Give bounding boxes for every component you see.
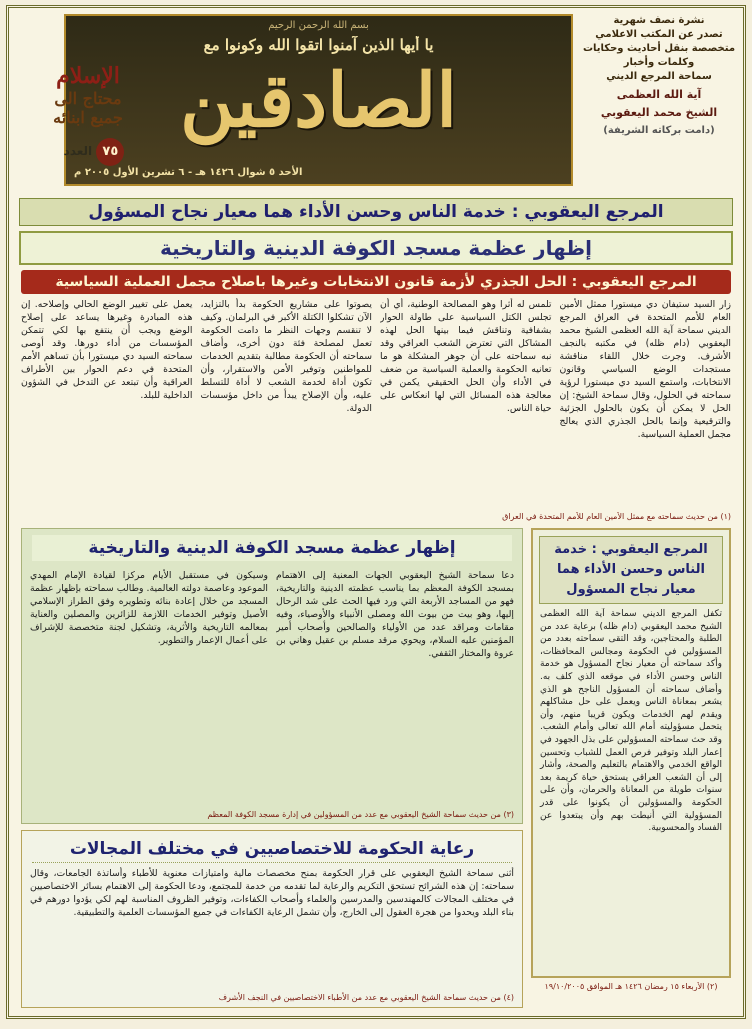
info-tag: (دامت بركاته الشريفة) — [603, 125, 715, 136]
section-3-footnote: (٤) من حديث سماحة الشيخ اليعقوبي مع عدد من الأطباء الاختصاصيين في النجف الأشرف — [218, 993, 514, 1002]
slogan-line-3: جميع ابنائه — [53, 108, 123, 127]
info-line: سماحة المرجع الديني — [606, 71, 712, 82]
section-2-title: إظهار عظمة مسجد الكوفة الدينية والتاريخية — [32, 535, 512, 561]
info-line: متخصصة بنقل أحاديث وحكايات — [582, 43, 736, 54]
issue-number: ٧٥ — [96, 138, 124, 166]
headline-1: المرجع اليعقوبي : خدمة الناس وحسن الأداء هما معيار نجاح المسؤول — [19, 198, 733, 226]
section-1-column: زار السيد ستيفان دي ميستورا ممثل الأمين العام للأمم المتحدة في العراق المرجع الديني سماحة آية الله العظمى الشيخ محمد اليعقوبي (دام ظله) في مكتبه بالنجف الأشرف. وجرت خلال اللقاء مناقشة مستجدات الوضع السياسي وقانون الانتخابات، واستمع السيد دي ميستورا لرؤية سماحته في الحلول، وقال سماحة الشيخ: إن الحل لا يمكن أن يكون بالحلول الجزئية والترقيعية وإنما بالحل الجذري الذي يعالج مجمل العملية السياسية. — [559, 299, 731, 440]
publication-info — [579, 14, 739, 138]
info-line: نشرة نصف شهرية — [613, 15, 705, 26]
quran-verse: يا أيها الذين آمنوا اتقوا الله وكونوا مع — [203, 36, 434, 54]
masthead — [9, 8, 743, 188]
issue-label: العدد — [63, 144, 93, 158]
section-2-body — [30, 569, 514, 799]
section-1-body — [21, 298, 731, 508]
info-line: وكلمات وأخبار — [623, 57, 695, 68]
slogan-line-1: الإسلام — [56, 63, 120, 89]
section-1-column: تلمس له أثرا وهو المصالحة الوطنية، أي أن تجلس الكتل السياسية على طاولة الحوار بشفافية وتناقش فيما بينها الحل لهذه المشاكل التي تعترض الشعب العراقي وقد نبه سماحته على أن جوهر المشكلة هو ما تعانيه الحكومة والعملية السياسية من ضعف في الأداء وأن الحل الحقيقي يكمن في معالجة هذه المسائل التي لها انعكاس على حياة الناس. — [380, 299, 552, 414]
sidebar-title: المرجع اليعقوبي : خدمة الناس وحسن الأداء هما معيار نجاح المسؤول — [539, 536, 723, 604]
section-2-column: وسيكون في مستقبل الأيام مركزا لقيادة الإمام المهدي الموعود وعاصمة دولته العالمية. وطالب سماحته بإظهار عظمة المسجد من خلال إعادة بنائه وتطويره وفق الطراز الإسلامي الأصيل وتوفير الخدمات اللازمة للزائرين والمصلين والعناية بمعالمه التاريخية والأثرية، وتشكيل لجنة متخصصة للإشراف على أعمال الإعمار والتطوير. — [30, 570, 268, 646]
section-2 — [21, 528, 523, 824]
info-line: تصدر عن المكتب الاعلامي — [595, 29, 723, 40]
headline-2: إظهار عظمة مسجد الكوفة الدينية والتاريخية — [19, 231, 733, 265]
newspaper-title: الصادقين — [180, 58, 457, 144]
issue-date: الأحد ٥ شوال ١٤٢٦ هـ - ٦ تشرين الأول ٢٠٠٥ م — [74, 167, 303, 178]
slogan-line-2: محتاج الى — [54, 89, 122, 108]
sidebar-footnote: (٢) الأربعاء ١٥ رمضان ١٤٢٦ هـ الموافق ١٩/١٠/٢٠٠٥ — [544, 982, 718, 991]
info-title: آية الله العظمى — [616, 88, 702, 101]
bismillah: بسم الله الرحمن الرحيم — [268, 20, 369, 31]
section-3-title: رعاية الحكومة للاختصاصيين في مختلف المجالات — [32, 836, 512, 863]
sidebar-article — [531, 528, 731, 978]
section-2-footnote: (٣) من حديث سماحة الشيخ اليعقوبي مع عدد من المسؤولين في إدارة مسجد الكوفة المعظم — [207, 810, 514, 819]
issue-number-box — [49, 138, 139, 166]
section-1-column: يعمل على تغيير الوضع الحالي وإصلاحه. إن هذه المبادرة وغيرها يساعد على إصلاح الوضع ويجب أن ينتفع بها لكي تتمكن المؤسسات من أداء دورها. وقد أوصى سماحته السيد دي ميستورا بأن تساهم الأمم المتحدة في دعم الحوار بين الأطراف العراقية وأن تبتعد عن التدخل في الشؤون الداخلية للبلد. — [21, 299, 193, 401]
info-sheikh-name: الشيخ محمد اليعقوبي — [600, 106, 718, 119]
sidebar-body: تكفل المرجع الديني سماحة آية الله العظمى الشيخ محمد اليعقوبي (دام ظله) برعاية عدد من الطلبة والمحتاجين، وقد التقى سماحته بعدد من المسؤولين في الحكومة ومجالس المحافظات، وأكد سماحته أن معيار نجاح المسؤول هو خدمة الناس وحسن الأداء في موقعه الذي كلف به. وأضاف سماحته أن المسؤول الناجح هو الذي يشعر بمعاناة الناس ويعمل على حل مشاكلهم ويقدم لهم الخدمات ويكون قريبا منهم، وأن يتحمل مسؤوليته أمام الله تعالى وأمام الشعب. وقد حث سماحته المسؤولين على بذل الجهود في إعمار البلد وتوفير فرص العمل للشباب وتحسين الواقع الخدمي والاهتمام بالتعليم والصحة، وأشار إلى أن الشعب العراقي يستحق حياة كريمة بعد سنوات طويلة من المعاناة والحرمان، وأن على الحكومة والمسؤولين أن يكونوا على قدر المسؤولية التي أنيطت بهم وأن يبتعدوا عن الفساد والمحسوبية. — [540, 609, 722, 834]
section-1-column: يصوتوا على مشاريع الحكومة بدأ بالتزايد، الآن تشكلوا الكتلة الأكبر في البرلمان. وكيف لا تنقسم وجهات النظر ما دامت الحكومة تعمل لمصلحة فئة دون أخرى، وأضاف سماحته أن الحكومة مطالبة بتقديم الخدمات للمواطنين وتوفير الأمن والاستقرار، وأن تكون أداة لخدمة الشعب لا أداة للتسلط عليه، وأن الإصلاح يبدأ من داخل مؤسسات الدولة. — [200, 299, 372, 414]
section-3 — [21, 830, 523, 1008]
newspaper-page — [6, 5, 746, 1019]
section-1-footnote: (١) من حديث سماحته مع ممثل الأمين العام للأمم المتحدة في العراق — [502, 512, 731, 521]
section-1-title: المرجع اليعقوبي : الحل الجذري لأزمة قانون الانتخابات وغيرها باصلاح مجمل العملية السياسية — [21, 270, 731, 294]
section-2-column: دعا سماحة الشيخ اليعقوبي الجهات المعنية إلى الاهتمام بمسجد الكوفة المعظم بما يناسب عظمته الدينية والتاريخية، فهو من المساجد الأربعة التي ورد فيها الحث على شد الرحال إليها، وهو بيت من بيوت الله ومصلى الأنبياء والأوصياء، وفيه مقامات ومراقد عدد من الأولياء والصالحين وأصحاب أمير المؤمنين عليه السلام، ويحوي مرقد مسلم بن عقيل وهاني بن عروة والمختار الثقفي. — [276, 570, 514, 659]
section-3-body: أثنى سماحة الشيخ اليعقوبي على قرار الحكومة بمنح مخصصات مالية وامتيازات معنوية للأطباء وأساتذة الجامعات، وقال سماحته: إن هذه الشرائح تستحق التكريم والرعاية لما تقدمه من خدمة للمجتمع، ودعا الحكومة إلى الاهتمام بسائر الاختصاصيين في مختلف المجالات كالمهندسين والمدرسين والعلماء وأصحاب الكفاءات، وتوفير الظروف المناسبة لهم لكي يؤدوا دورهم في بناء البلد ويحدوا من هجرة العقول إلى الخارج، وأن تشمل الرعاية الكفاءات في جميع المؤسسات العلمية والتطبيقية. — [30, 868, 514, 918]
